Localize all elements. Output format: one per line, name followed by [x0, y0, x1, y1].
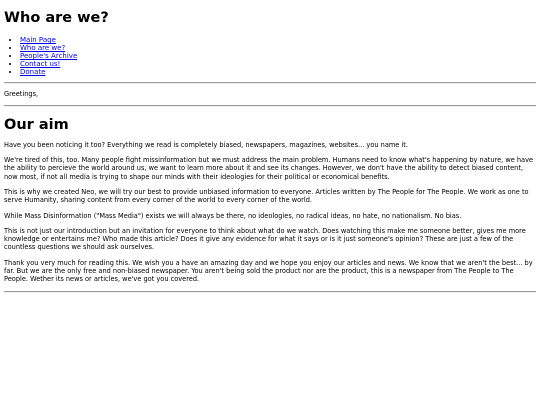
nav-link-main-page[interactable]: Main Page [20, 36, 56, 44]
aim-paragraph-2: We're tired of this, too. Many people fight missinformation but we must address the main problem. Humans need to know what's happening by nature, we have the ability to percieve the world around us, we want to learn more about it and see its changes. However, we don't have the ability to detect biased content, now most, if not all media is trying to shape our minds with their ideologies for their political or economical benefits. [4, 156, 534, 181]
page-title: Who are we? [4, 10, 109, 26]
nav-item [20, 60, 536, 68]
greeting-text: Greetings, [4, 90, 39, 99]
divider-middle [4, 105, 536, 107]
nav-list [4, 36, 536, 76]
nav-link-peoples-archive[interactable]: People's Archive [20, 52, 78, 61]
nav-link-contact-us[interactable]: Contact us! [20, 60, 61, 69]
aim-paragraph-4: While Mass Disinformation ("Mass Media") exists we will always be there, no ideologies, no radical ideas, no hate, no nationalism. No bias. [4, 211, 462, 220]
nav-link-who-are-we[interactable]: Who are we? [20, 44, 66, 53]
divider-top [4, 82, 536, 84]
aim-paragraph-1: Have you been noticing it too? Everything we read is completely biased, newspapers, magazines, websites... you name it. [4, 140, 408, 149]
nav-item [20, 36, 536, 44]
divider-bottom [4, 291, 536, 293]
nav-item [20, 52, 536, 60]
nav-item [20, 68, 536, 76]
aim-paragraph-6: Thank you very much for reading this. We wish you a have an amazing day and we hope you enjoy our articles and news. We know that we aren't the best... by far. But we are the only free and non-biased newspaper. You aren't being sold the product nor are the product, this is a newspaper from The People to The People. Wether its news or articles, we've got you covered. [4, 258, 533, 284]
section-heading-our-aim: Our aim [4, 116, 69, 133]
nav-item [20, 44, 536, 52]
aim-paragraph-3: This is why we created Neo, we will try our best to provide unbiased information to everyone. Articles written by The People for The People. We work as one to serve Humanity, sharing content from every corner of the world to every corner of the world. [4, 187, 529, 205]
nav-link-donate[interactable]: Donate [20, 68, 46, 77]
aim-paragraph-5: This is not just our introduction but an invitation for everyone to think about what do we watch. Does watching this make me someone better, gives me more knowledge or entertains me? Who made this article? Does it give any evidence for what it says or is it just someone's opinion? These are just a few of the countless questions we should ask ourselves. [4, 226, 526, 252]
